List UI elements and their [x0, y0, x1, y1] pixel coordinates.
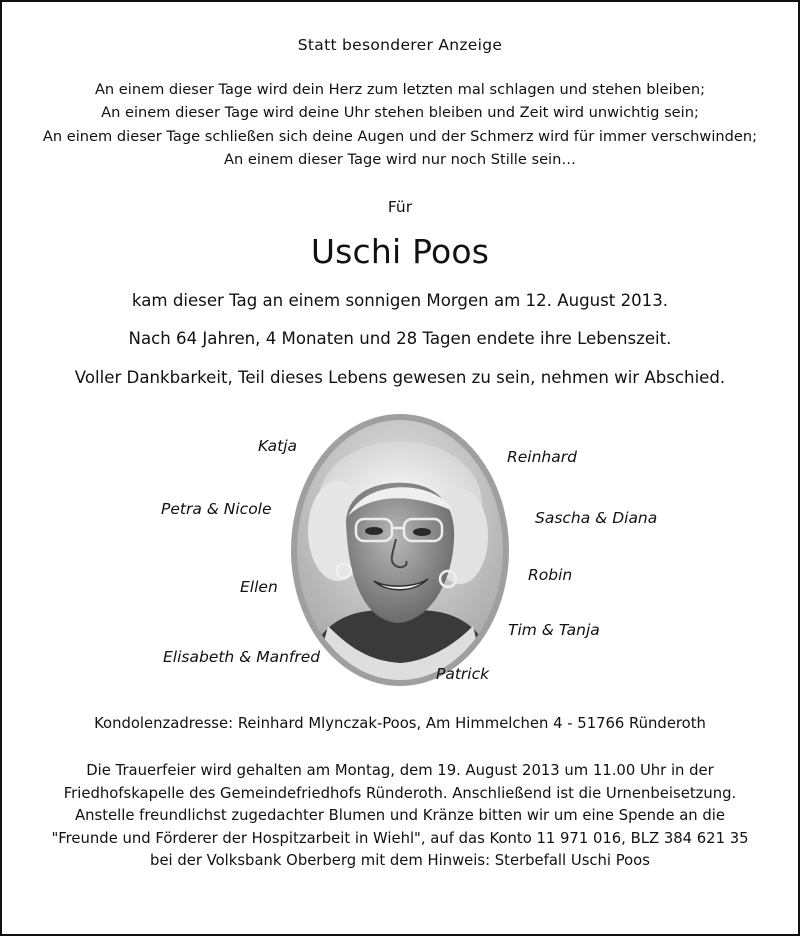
portrait-photo: [288, 411, 512, 689]
funeral-line: "Freunde und Förderer der Hospitzarbeit in Wiehl", auf das Konto 11 971 016, BLZ 384 621 35: [51, 829, 749, 847]
mourner-name: Patrick: [436, 665, 490, 683]
funeral-info: [0, 760, 800, 873]
deceased-name: Uschi Poos: [310, 232, 490, 271]
mourner-name: Ellen: [240, 578, 278, 596]
funeral-line: Die Trauerfeier wird gehalten am Montag, dem 19. August 2013 um 11.00 Uhr in der: [86, 762, 714, 779]
statement-line: kam dieser Tag an einem sonnigen Morgen am 12. August 2013.: [131, 291, 669, 310]
funeral-line: Anstelle freundlichst zugedachter Blumen und Kränze bitten wir um eine Spende an die: [75, 807, 725, 825]
mourner-name: Petra & Nicole: [161, 500, 272, 518]
poem-line: An einem dieser Tage wird nur noch Stille sein…: [224, 151, 576, 169]
mourner-name: Tim & Tanja: [508, 621, 600, 639]
funeral-line: Friedhofskapelle des Gemeindefriedhofs Ründeroth. Anschließend ist die Urnenbeisetzung.: [63, 784, 737, 802]
poem-line: An einem dieser Tage schließen sich deine Augen und der Schmerz wird für immer verschwinden;: [42, 127, 758, 145]
poem-line: An einem dieser Tage wird deine Uhr stehen bleiben und Zeit wird unwichtig sein;: [101, 104, 699, 122]
mourner-name: Elisabeth & Manfred: [163, 648, 321, 666]
statement-line: Voller Dankbarkeit, Teil dieses Lebens gewesen zu sein, nehmen wir Abschied.: [74, 368, 726, 387]
poem-line: An einem dieser Tage wird dein Herz zum letzten mal schlagen und stehen bleiben;: [94, 81, 706, 98]
mourner-name: Reinhard: [507, 448, 577, 466]
mourner-name: Katja: [258, 437, 297, 455]
funeral-line: bei der Volksbank Oberberg mit dem Hinweis: Sterbefall Uschi Poos: [150, 852, 650, 870]
fuer-label: Für: [387, 198, 413, 216]
poem: [0, 78, 800, 172]
condolence-address: Kondolenzadresse: Reinhard Mlynczak-Poos, Am Himmelchen 4 - 51766 Ründeroth: [94, 715, 706, 732]
mourner-name: Sascha & Diana: [535, 509, 658, 527]
statement-line: Nach 64 Jahren, 4 Monaten und 28 Tagen endete ihre Lebenszeit.: [128, 329, 672, 348]
notice-heading: Statt besonderer Anzeige: [297, 36, 503, 54]
mourner-name: Robin: [528, 566, 573, 584]
